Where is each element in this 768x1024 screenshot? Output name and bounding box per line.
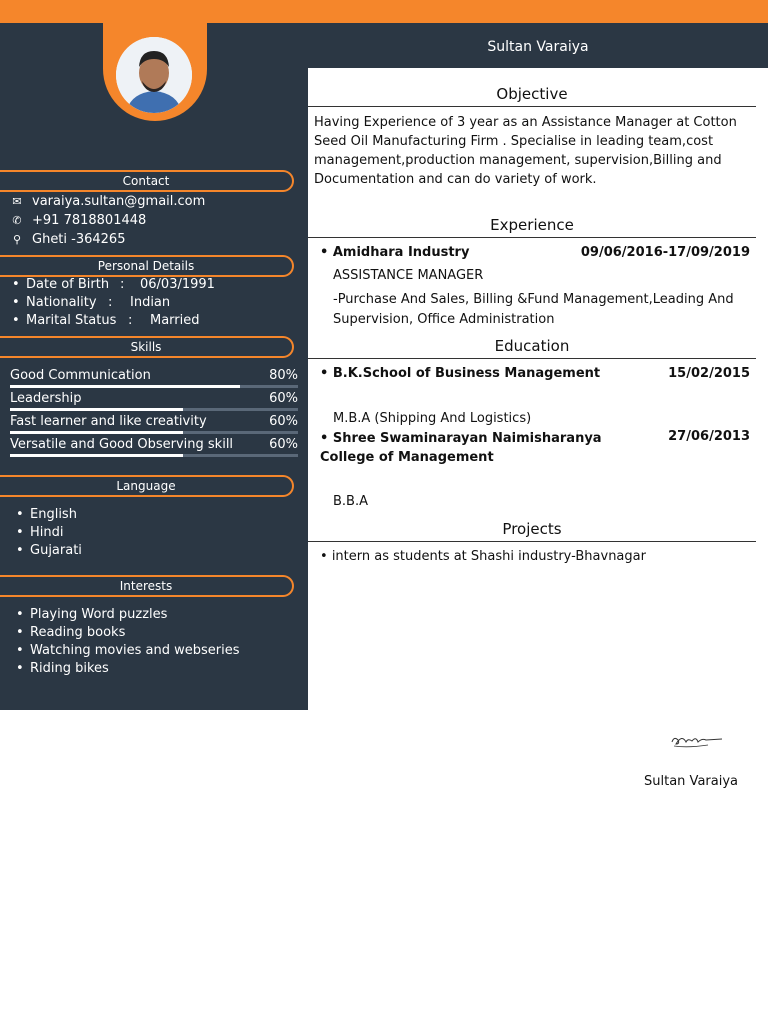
education-date: 27/06/2013 (668, 429, 750, 444)
bullet: • (12, 313, 20, 328)
skill-percent: 80% (269, 368, 298, 383)
detail-value: Married (150, 313, 200, 328)
personal-details-header: Personal Details (0, 255, 294, 277)
contact-header: Contact (0, 170, 294, 192)
contact-address (10, 230, 125, 248)
skill-row (10, 437, 298, 459)
skill-name: Fast learner and like creativity (10, 414, 207, 429)
skills-header: Skills (0, 336, 294, 358)
skill-bar-fill (10, 431, 183, 434)
experience-company: • Amidhara Industry (320, 245, 470, 260)
education-date: 15/02/2015 (668, 366, 750, 381)
interest-item: • Watching movies and webseries (16, 643, 240, 658)
language-header: Language (0, 475, 294, 497)
signature-scribble (668, 730, 724, 752)
skill-bar-fill (10, 454, 183, 457)
skill-row (10, 391, 298, 413)
objective-text: Having Experience of 3 year as an Assistance Manager at Cotton Seed Oil Manufacturing Firm . Specialise in leading team,cost management,production management, supervision,Billing and Documentation and can do variety of work. (314, 115, 737, 187)
project-item: • intern as students at Shashi industry-Bhavnagar (320, 549, 646, 564)
language-item: • Hindi (16, 525, 64, 540)
skill-bar-fill (10, 408, 183, 411)
detail-label: Date of Birth (26, 277, 110, 292)
objective-heading: Objective (496, 85, 568, 103)
bullet: • (12, 295, 20, 310)
detail-value: Indian (130, 295, 171, 310)
education-degree: M.B.A (Shipping And Logistics) (333, 411, 532, 426)
skill-row (10, 368, 298, 390)
bullet: • (12, 277, 20, 292)
skill-percent: 60% (269, 391, 298, 406)
profile-photo (116, 37, 192, 113)
experience-role: ASSISTANCE MANAGER (333, 268, 484, 283)
detail-separator: : (108, 295, 113, 310)
interests-header: Interests (0, 575, 294, 597)
interest-item: • Playing Word puzzles (16, 607, 168, 622)
avatar-portrait-icon (116, 37, 192, 113)
experience-heading: Experience (490, 216, 574, 234)
skill-row (10, 414, 298, 436)
education-heading: Education (494, 337, 570, 355)
skill-name: Good Communication (10, 368, 151, 383)
signature-name: Sultan Varaiya (644, 774, 738, 789)
contact-phone[interactable] (10, 211, 146, 229)
education-school: • B.K.School of Business Management (320, 366, 601, 381)
detail-value: 06/03/1991 (140, 277, 215, 292)
contact-email-text: varaiya.sultan@gmail.com (32, 193, 206, 209)
skill-bar-fill (10, 385, 240, 388)
language-item: • Gujarati (16, 543, 82, 558)
phone-icon: ✆ (12, 213, 22, 227)
projects-heading: Projects (502, 520, 562, 538)
divider (308, 358, 756, 359)
top-accent-bar (0, 0, 768, 23)
detail-label: Marital Status (26, 313, 117, 328)
skill-bar-track (10, 431, 298, 434)
contact-email[interactable] (10, 192, 205, 210)
header-name: Sultan Varaiya (308, 23, 768, 68)
contact-address-text: Gheti -364265 (32, 231, 126, 247)
envelope-icon: ✉ (12, 194, 22, 208)
detail-separator: : (128, 313, 133, 328)
experience-dates: 09/06/2016-17/09/2019 (580, 245, 750, 260)
divider (308, 237, 756, 238)
contact-phone-text: +91 7818801448 (32, 212, 147, 228)
education-school: • Shree Swaminarayan Naimisharanya College of Management (320, 431, 602, 465)
divider (308, 106, 756, 107)
location-pin-icon: ⚲ (12, 232, 22, 246)
skill-name: Versatile and Good Observing skill (10, 437, 234, 452)
skill-name: Leadership (10, 391, 82, 406)
skill-percent: 60% (269, 437, 298, 452)
detail-label: Nationality (26, 295, 97, 310)
skill-bar-track (10, 385, 298, 388)
experience-details: -Purchase And Sales, Billing &Fund Management,Leading And Supervision, Office Administration (333, 292, 734, 327)
skill-bar-track (10, 408, 298, 411)
detail-separator: : (120, 277, 125, 292)
skill-bar-track (10, 454, 298, 457)
divider (308, 541, 756, 542)
education-degree: B.B.A (333, 494, 368, 509)
language-item: • English (16, 507, 77, 522)
skill-percent: 60% (269, 414, 298, 429)
interest-item: • Riding bikes (16, 661, 109, 676)
interest-item: • Reading books (16, 625, 126, 640)
